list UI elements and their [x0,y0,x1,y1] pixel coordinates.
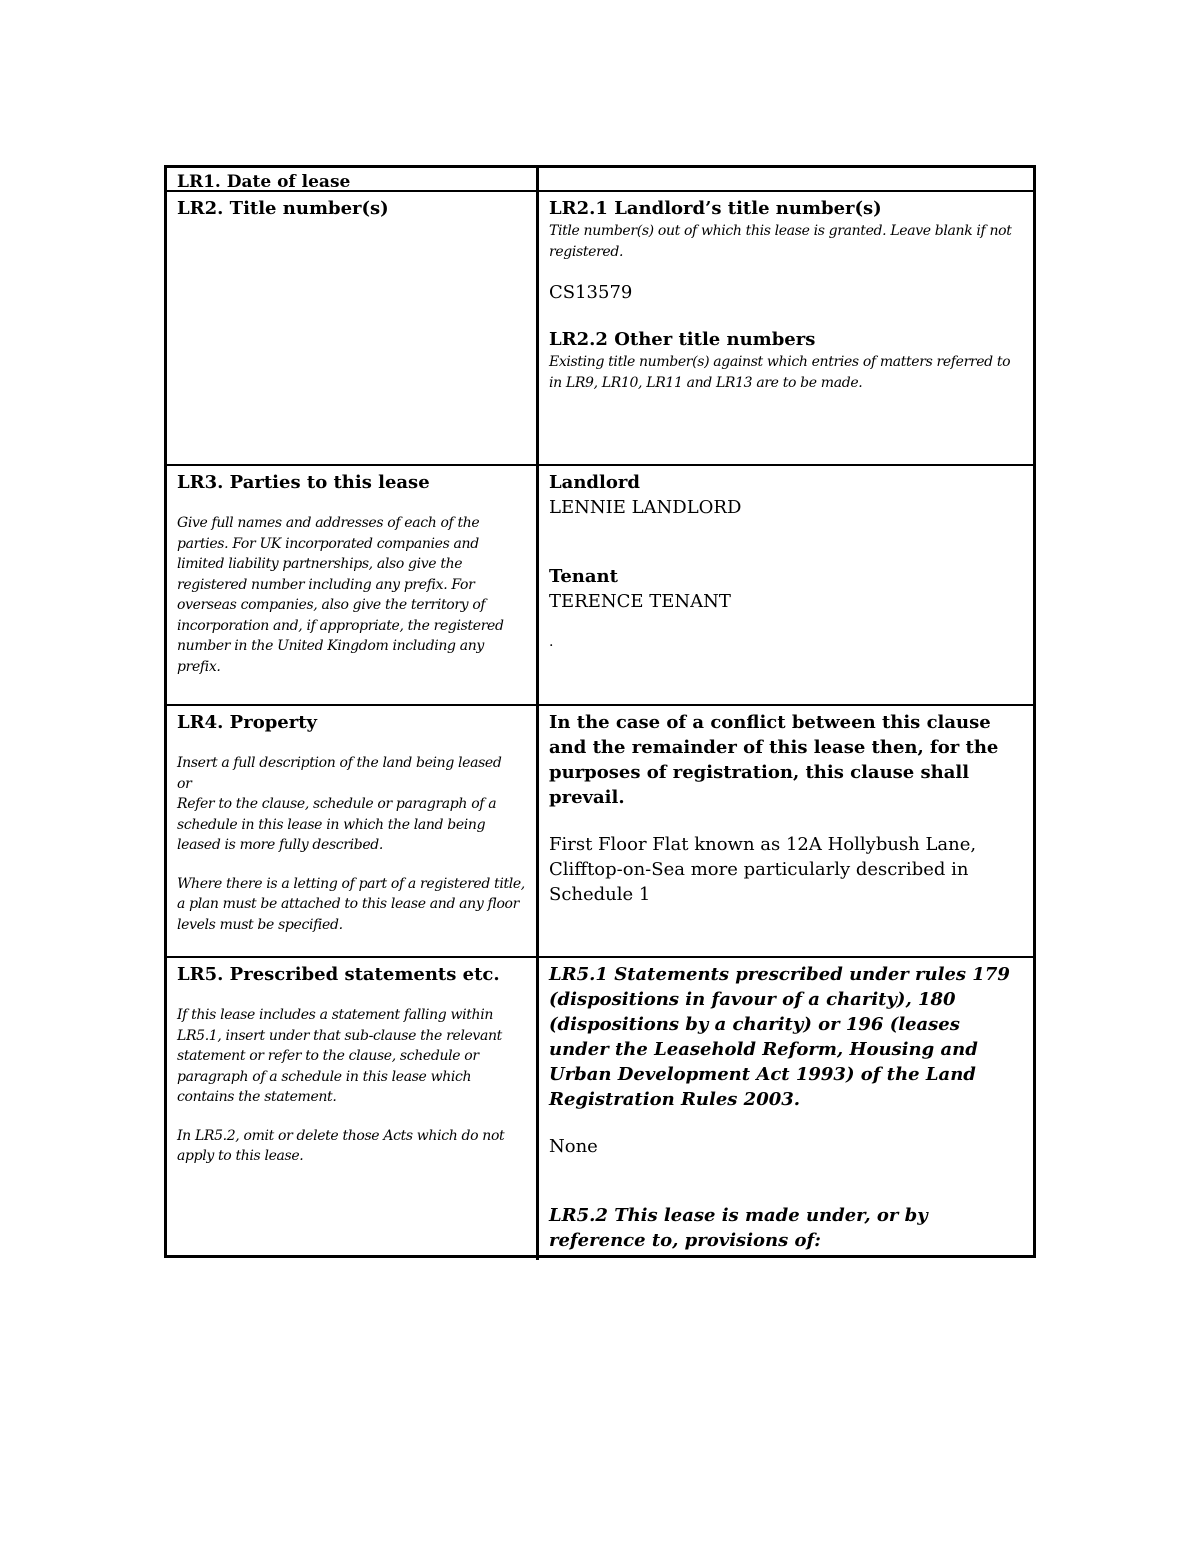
tenant-label: Tenant [549,566,618,587]
landlord-name: LENNIE LANDLORD [549,497,742,518]
landlord-label: Landlord [549,472,640,493]
lr3-value-cell [539,466,1033,706]
lr2-heading: LR2. Title number(s) [177,198,389,219]
lr1-heading: LR1. Date of lease [177,172,351,192]
lr5-heading: LR5. Prescribed statements etc. [177,964,500,985]
lr1-label-cell [167,168,539,192]
lr2-1-heading: LR2.1 Landlord’s title number(s) [549,198,882,219]
lr2-2-heading: LR2.2 Other title numbers [549,329,816,350]
lr5-hint-acts: In LR5.2, omit or delete those Acts which do not apply to this lease. [177,1127,505,1164]
lr5-1-value: None [549,1136,598,1157]
lr5-label-cell [167,958,539,1260]
lr4-label-cell [167,706,539,958]
lr4-conflict-statement: In the case of a conflict between this clause and the remainder of this lease then, for the purposes of registration, this clause shall prevail. [549,712,999,808]
lr5-1-heading: LR5.1 Statements prescribed under rules 179 (dispositions in favour of a charity), 180 (dispositions by a charity) or 196 (leases under the Leasehold Reform, Housing and Urban Development Act 1993) of the Land Registration Rules 2003. [549,964,1010,1110]
lr4-heading: LR4. Property [177,712,317,733]
lr4-hint-refer: Refer to the clause, schedule or paragraph of a schedule in this lease in which the land being leased is more fully described. [177,796,497,853]
lr5-hint-statement: If this lease includes a statement falling within LR5.1, insert under that sub-clause the relevant statement or refer to the clause, schedule or paragraph of a schedule in this lease which contains the statement. [177,1007,502,1105]
prescribed-clauses-table [164,165,1036,1258]
property-description: First Floor Flat known as 12A Hollybush Lane, Clifftop-on-Sea more particularly described in Schedule 1 [549,834,977,905]
lr4-hint-or: or [177,775,192,792]
lr2-2-hint: Existing title number(s) against which entries of matters referred to in LR9, LR10, LR11 and LR13 are to be made. [549,354,1011,391]
lr2-value-cell [539,192,1033,466]
lr3-heading: LR3. Parties to this lease [177,472,430,493]
lr2-1-hint: Title number(s) out of which this lease is granted. Leave blank if not registered. [549,223,1012,260]
lr3-label-cell [167,466,539,706]
lr5-value-cell [539,958,1033,1260]
lr5-2-heading: LR5.2 This lease is made under, or by reference to, provisions of: [549,1205,928,1251]
lr4-value-cell [539,706,1033,958]
tenant-name: TERENCE TENANT [549,591,731,612]
lr3-hint: Give full names and addresses of each of the parties. For UK incorporated companies and limited liability partnerships, also give the registered number including any prefix. For overseas companies, also give the territory of incorporation and, if appropriate, the registered number in the United Kingdom including any prefix. [177,515,504,675]
lr1-value-cell [539,168,1033,192]
landlord-title-number: CS13579 [549,282,633,303]
lr2-label-cell [167,192,539,466]
lr4-hint-plan: Where there is a letting of part of a registered title, a plan must be attached to this lease and any floor levels must be specified. [177,875,525,933]
trailing-period: . [549,634,554,650]
lr4-hint-describe: Insert a full description of the land being leased [177,755,502,771]
